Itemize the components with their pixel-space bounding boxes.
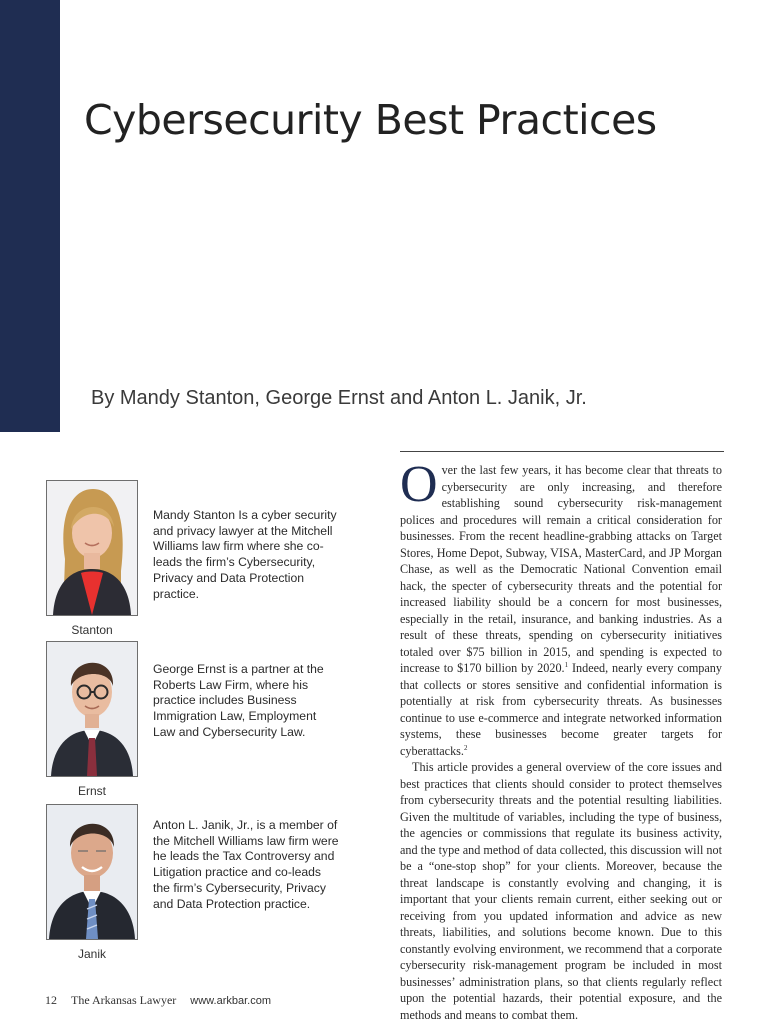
author-photo-janik	[46, 804, 138, 940]
article-paragraph-1-text-b: Indeed, nearly every company that collects or stores sensitive and confidential information is potentially at risk from cybersecurity threats. As businesses continue to use e-commerce and integrate networked information systems, these businesses become greater targets for cyberattacks.	[400, 661, 722, 758]
article-paragraph-2: This article provides a general overview of the core issues and best practices that clients should consider to protect themselves from cybersecurity threats and the potential resulting liabilities. Given the multitude of variables, including the type of business, the agencies or commissions that regulate its business activity, and the type and method of data collected, this discussion will not be a “one-stop shop” for your clients. Moreover, because the threat landscape is constantly evolving and changing, it is important that your clients remain current, either seeking out or receiving from you updated information and advice as new threats, liabilities, and solutions become known. Due to this constantly evolving environment, we recommend that a corporate cybersecurity risk-management program be included in most businesses’ administration plans, so that clients regularly reflect upon the potential hazards, their potential exposure, and the methods and means to combat them.	[400, 760, 722, 1022]
author-photo-ernst	[46, 641, 138, 777]
publication-name: The Arkansas Lawyer	[71, 993, 177, 1007]
footnote-ref-1[interactable]: 1	[564, 660, 569, 669]
author-bio-stanton: Mandy Stanton Is a cyber security and privacy lawyer at the Mitchell Williams law firm where she co-leads the firm’s Cybersecurity, Privacy and Data Protection practice.	[153, 508, 337, 601]
author-bio-ernst: George Ernst is a partner at the Roberts Law Firm, where his practice includes Business Immigration Law, Employment Law and Cybersecurity Law.	[153, 662, 324, 739]
page-number: 12	[45, 993, 57, 1007]
column-rule	[400, 451, 724, 452]
author-caption-janik: Janik	[77, 947, 106, 961]
author-photo-stanton	[46, 480, 138, 616]
article-body	[400, 456, 722, 1023]
navy-side-band	[0, 0, 60, 432]
website-link[interactable]: www.arkbar.com	[190, 995, 271, 1007]
article-paragraph-1-text-a: ver the last few years, it has become clear that threats to cybersecurity are only increasing, and therefore establishing sound cybersecurity risk-management polices and procedures will remain a critical consideration for businesses. From the recent headline-grabbing attacks on Target Stores, Home Depot, Subway, VISA, MasterCard, and JP Morgan Chase, as well as the Democratic National Convention email hack, the specter of cybersecurity threats and the potential for increased liability should be a concern for most businesses, especially in the retail, insurance, and banking industries. As a result of these threats, spending on cybersecurity initiatives totaled over $75 billion in 2015, and spending is expected to increase to $170 billion by 2020.	[400, 463, 722, 675]
drop-cap: O	[400, 456, 438, 513]
author-caption-stanton: Stanton	[71, 623, 113, 637]
footnote-ref-2[interactable]: 2	[463, 743, 468, 752]
author-bio-janik: Anton L. Janik, Jr., is a member of the Mitchell Williams law firm were he leads the Tax Controversy and Litigation practice and co-leads the firm’s Cybersecurity, Privacy and Data Protection practice.	[153, 818, 339, 911]
author-caption-ernst: Ernst	[77, 784, 106, 798]
article-title: Cybersecurity Best Practices	[84, 96, 657, 144]
article-paragraph-1	[400, 456, 722, 759]
page-footer	[45, 993, 271, 1008]
byline: By Mandy Stanton, George Ernst and Anton L. Janik, Jr.	[91, 387, 587, 409]
